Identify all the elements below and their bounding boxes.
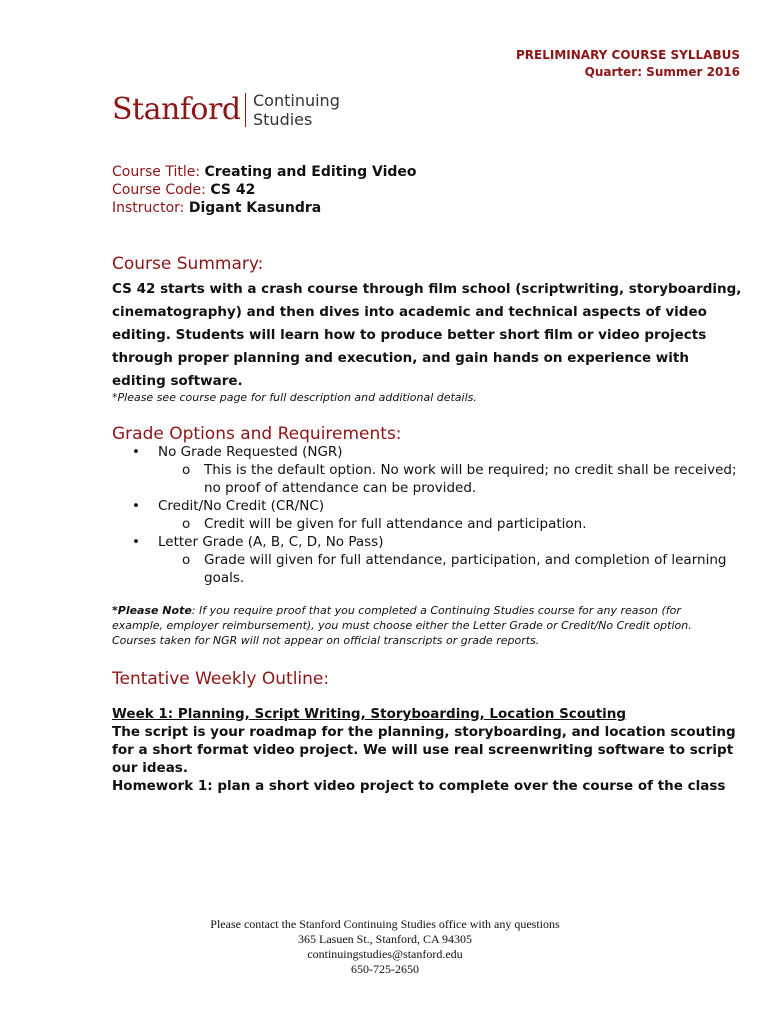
sub-bullet-icon: o — [182, 462, 191, 478]
course-code-label: Course Code: — [112, 182, 206, 198]
footer-contact-line: Please contact the Stanford Continuing Studies office with any questions — [210, 917, 560, 931]
logo-divider — [245, 93, 246, 127]
course-summary-heading: Course Summary: — [112, 254, 264, 274]
please-note-text: : If you require proof that you completed a Continuing Studies course for any reason (for example, employer reimbursement), you must choose either the Letter Grade or Credit/No Credit option. Courses taken for NGR will not appear on official transcripts or grade reports. — [112, 604, 692, 647]
grade-option-detail-text: Grade will given for full attendance, participation, and completion of learning goals. — [204, 552, 727, 586]
footer-email[interactable]: continuingstudies@stanford.edu — [307, 947, 463, 961]
quarter-label: Quarter: Summer 2016 — [584, 65, 740, 79]
course-summary-note: *Please see course page for full description and additional details. — [112, 391, 477, 404]
week-1-title: Week 1: Planning, Script Writing, Storyboarding, Location Scouting — [112, 706, 627, 722]
week-1-description: The script is your roadmap for the planning, storyboarding, and location scouting for a short format video project. We will use real screenwriting software to script our ideas. — [112, 724, 736, 776]
grade-options-note — [112, 603, 732, 648]
logo-subtitle — [253, 91, 340, 129]
instructor-value: Digant Kasundra — [188, 200, 322, 216]
grade-option-label: Credit/No Credit (CR/NC) — [158, 498, 325, 514]
please-note-label: *Please Note — [112, 604, 192, 617]
bullet-icon: • — [132, 534, 140, 550]
instructor-label: Instructor: — [112, 200, 185, 216]
weekly-outline-heading: Tentative Weekly Outline: — [112, 669, 330, 689]
grade-option-item — [112, 533, 752, 551]
footer-phone: 650-725-2650 — [351, 962, 419, 976]
grade-option-label: No Grade Requested (NGR) — [158, 444, 343, 460]
grade-option-detail — [112, 461, 752, 497]
course-code-row — [112, 181, 417, 199]
grade-option-item — [112, 497, 752, 515]
logo-subtitle-line2: Studies — [253, 110, 313, 129]
grade-option-detail — [112, 551, 752, 587]
course-title-value: Creating and Editing Video — [204, 164, 417, 180]
document-header — [516, 47, 740, 81]
grade-options-heading: Grade Options and Requirements: — [112, 424, 402, 444]
grade-option-item — [112, 443, 752, 461]
instructor-row — [112, 199, 417, 217]
course-summary-body: CS 42 starts with a crash course through film school (scriptwriting, storyboarding, cinematography) and then dives into academic and technical aspects of video editing. Students will learn how to produce better short film or video projects through proper planning and execution, and gain hands on experience with editing software. — [112, 281, 742, 389]
grade-option-label: Letter Grade (A, B, C, D, No Pass) — [158, 534, 384, 550]
footer-address: 365 Lasuen St., Stanford, CA 94305 — [298, 932, 472, 946]
grade-option-detail-text: Credit will be given for full attendance and participation. — [204, 516, 587, 532]
grade-option-detail-text: This is the default option. No work will be required; no credit shall be received; no proof of attendance can be provided. — [204, 462, 737, 496]
course-code-value: CS 42 — [210, 182, 256, 198]
grade-options-list — [112, 443, 752, 587]
grade-option-detail — [112, 515, 752, 533]
sub-bullet-icon: o — [182, 552, 191, 568]
bullet-icon: • — [132, 444, 140, 460]
contact-footer — [0, 917, 770, 977]
course-title-label: Course Title: — [112, 164, 201, 180]
syllabus-label: PRELIMINARY COURSE SYLLABUS — [516, 48, 740, 62]
homework-1: Homework 1: plan a short video project to complete over the course of the class — [112, 778, 726, 794]
logo-subtitle-line1: Continuing — [253, 91, 340, 110]
week-1-section — [112, 705, 752, 777]
course-info — [112, 163, 417, 217]
bullet-icon: • — [132, 498, 140, 514]
course-title-row — [112, 163, 417, 181]
logo-wordmark: Stanford — [112, 92, 241, 127]
sub-bullet-icon: o — [182, 516, 191, 532]
